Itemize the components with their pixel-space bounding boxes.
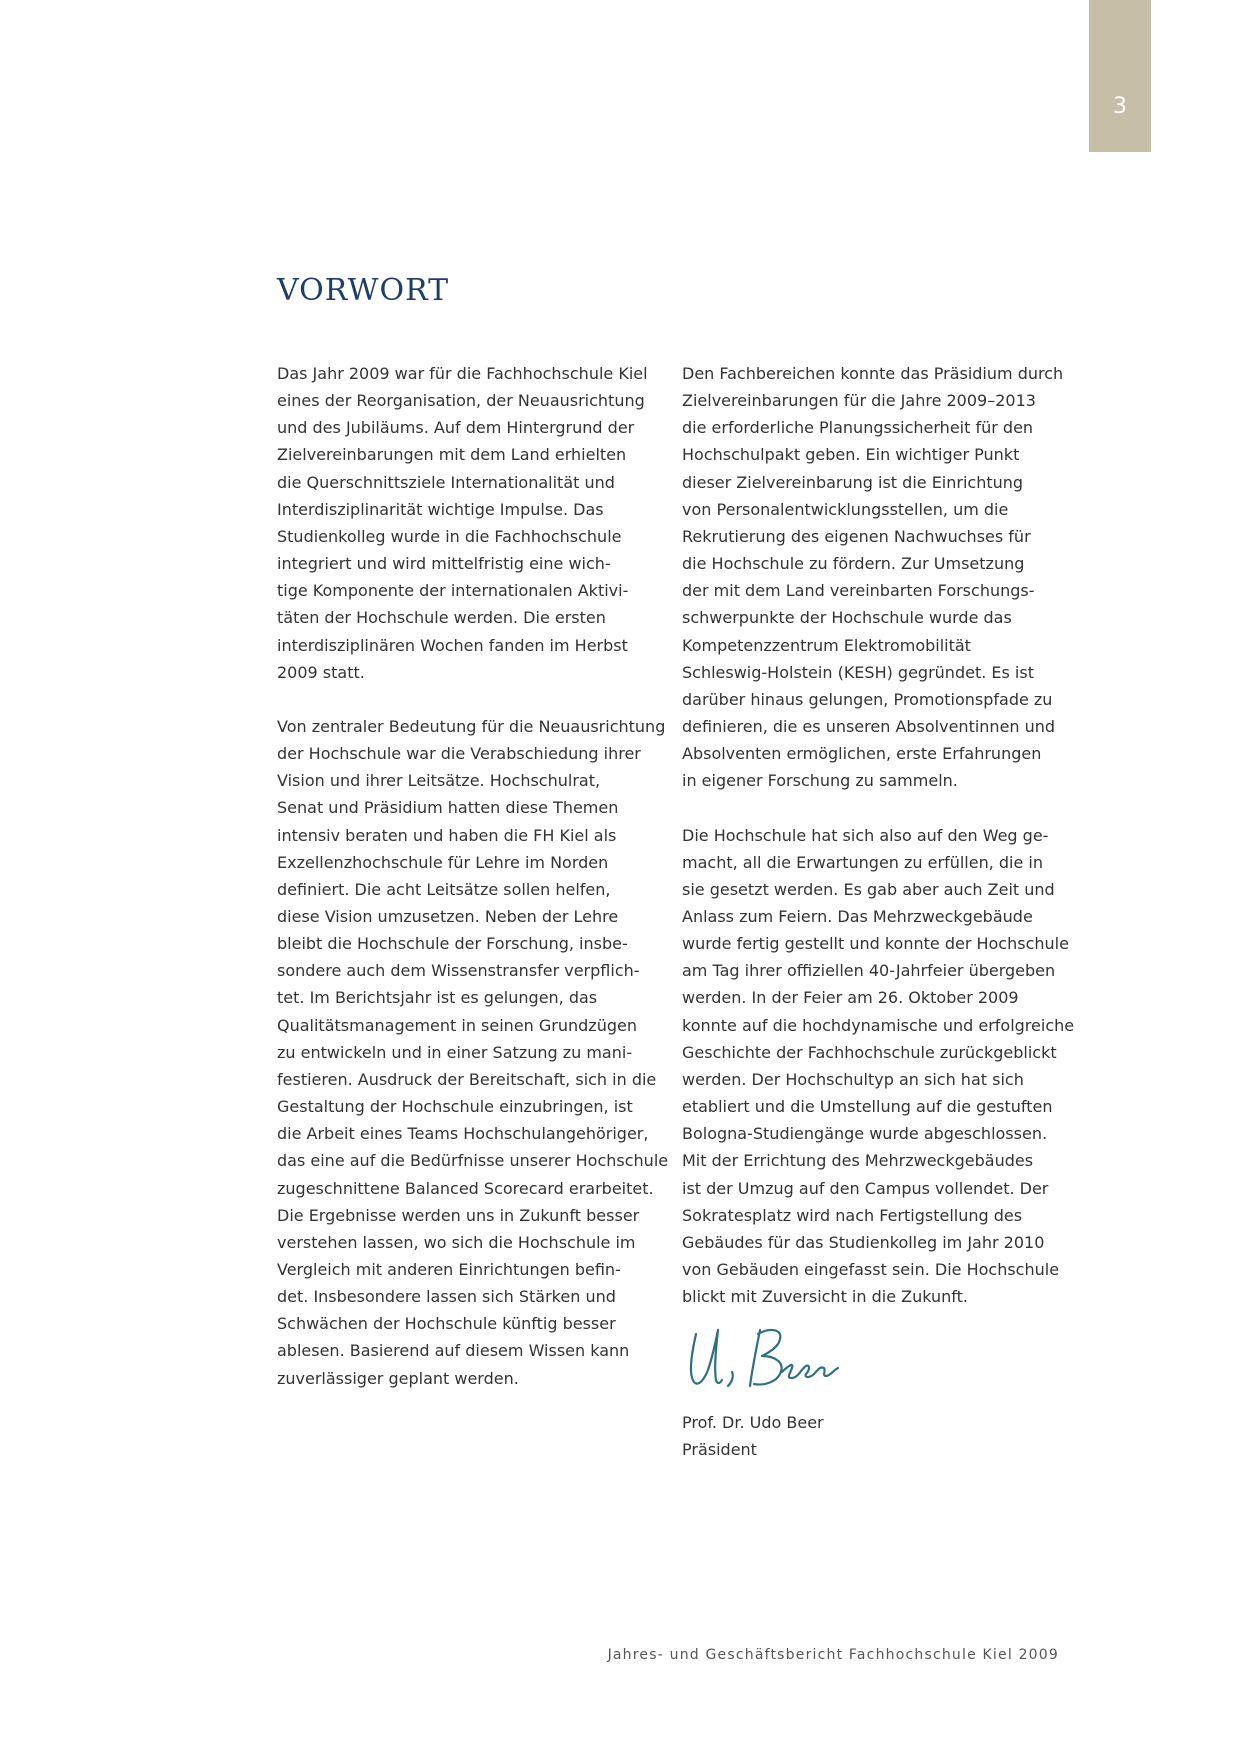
paragraph: Die Hochschule hat sich also auf den Weg ge- macht, all die Erwartungen zu erfüllen, die in sie gesetzt werden. Es gab aber auch Zeit und Anlass zum Feiern. Das Mehrzweckgebäude wurde fertig gestellt und konnte der Hochschule am Tag ihrer offiziellen 40-Jahrfeier übergeben werden. In der Feier am 26. Oktober 2009 konnte auf die hochdynamische und erfolgreiche Geschichte der Fachhochschule zurückgeblickt werden. Der Hochschultyp an sich hat sich etabliert und die Umstellung auf die gestuften Bologna-Studiengänge wurde abgeschlossen. Mit der Errichtung des Mehrzweckgebäudes ist der Umzug auf den Campus vollendet. Der Sokratesplatz wird nach Fertigstellung des Gebäudes für das Studienkolleg im Jahr 2010 von Gebäuden eingefasst sein. Die Hochschule blickt mit Zuversicht in die Zukunft. [682, 825, 1075, 1307]
page-number: 3 [1113, 94, 1127, 119]
signer-block [682, 1409, 824, 1463]
page-number-tab [1089, 0, 1151, 152]
paragraph: Das Jahr 2009 war für die Fachhochschule Kiel eines der Reorganisation, der Neuausrichtung und des Jubiläums. Auf dem Hintergrund der Zielvereinbarungen mit dem Land erhielten die Querschnittsziele Internationalität und Interdisziplinarität wichtige Impulse. Das Studienkolleg wurde in die Fachhochschule integriert und wird mittelfristig eine wich- tige Komponente der internationalen Aktivi- täten der Hochschule werden. Die ersten interdisziplinären Wochen fanden im Herbst 2009 statt. [277, 364, 648, 682]
handwritten-signature [682, 1322, 842, 1396]
paragraph: Den Fachbereichen konnte das Präsidium durch Zielvereinbarungen für die Jahre 2009–2013 die erforderliche Planungssicherheit für den Hochschulpakt geben. Ein wichtiger Punkt dieser Zielvereinbarung ist die Einrichtung von Personalentwicklungsstellen, um die Rekrutierung des eigenen Nachwuchses für die Hochschule zu fördern. Zur Umsetzung der mit dem Land vereinbarten Forschungs- schwerpunkte der Hochschule wurde das Kompetenzzentrum Elektromobilität Schleswig-Holstein (KESH) gegründet. Es ist darüber hinaus gelungen, Promotionspfade zu definieren, die es unseren Absolventinnen und Absolventen ermöglichen, erste Erfahrungen in eigener Forschung zu sammeln. [682, 364, 1064, 791]
signer-role: Präsident [682, 1440, 757, 1460]
page-footer: Jahres- und Geschäftsbericht Fachhochschule Kiel 2009 [607, 1647, 1059, 1663]
paragraph: Von zentraler Bedeutung für die Neuausrichtung der Hochschule war die Verabschiedung ihrer Vision und ihrer Leitsätze. Hochschulrat, Senat und Präsidium hatten diese Themen intensiv beraten und haben die FH Kiel als Exzellenzhochschule für Lehre im Norden definiert. Die acht Leitsätze sollen helfen, diese Vision umzusetzen. Neben der Lehre bleibt die Hochschule der Forschung, insbe- sondere auch dem Wissenstransfer verpflich- tet. Im Berichtsjahr ist es gelungen, das Qualitätsmanagement in seinen Grundzügen zu entwickeln und in einer Satzung zu mani- festieren. Ausdruck der Bereitschaft, sich in die Gestaltung der Hochschule einzubringen, ist die Arbeit eines Teams Hochschulangehöriger, das eine auf die Bedürfnisse unserer Hochschule zugeschnittene Balanced Scorecard erarbeitet. Die Ergebnisse werden uns in Zukunft besser verstehen lassen, wo sich die Hochschule im Vergleich mit anderen Einrichtungen befin- det. Insbesondere lassen sich Stärken und Schwächen der Hochschule künftig besser ablesen. Basierend auf diesem Wissen kann zuverlässiger geplant werden. [277, 716, 669, 1388]
left-text-column [277, 360, 673, 1419]
signer-name: Prof. Dr. Udo Beer [682, 1413, 824, 1432]
right-text-column [682, 360, 1102, 1337]
page-title: VORWORT [277, 273, 450, 308]
